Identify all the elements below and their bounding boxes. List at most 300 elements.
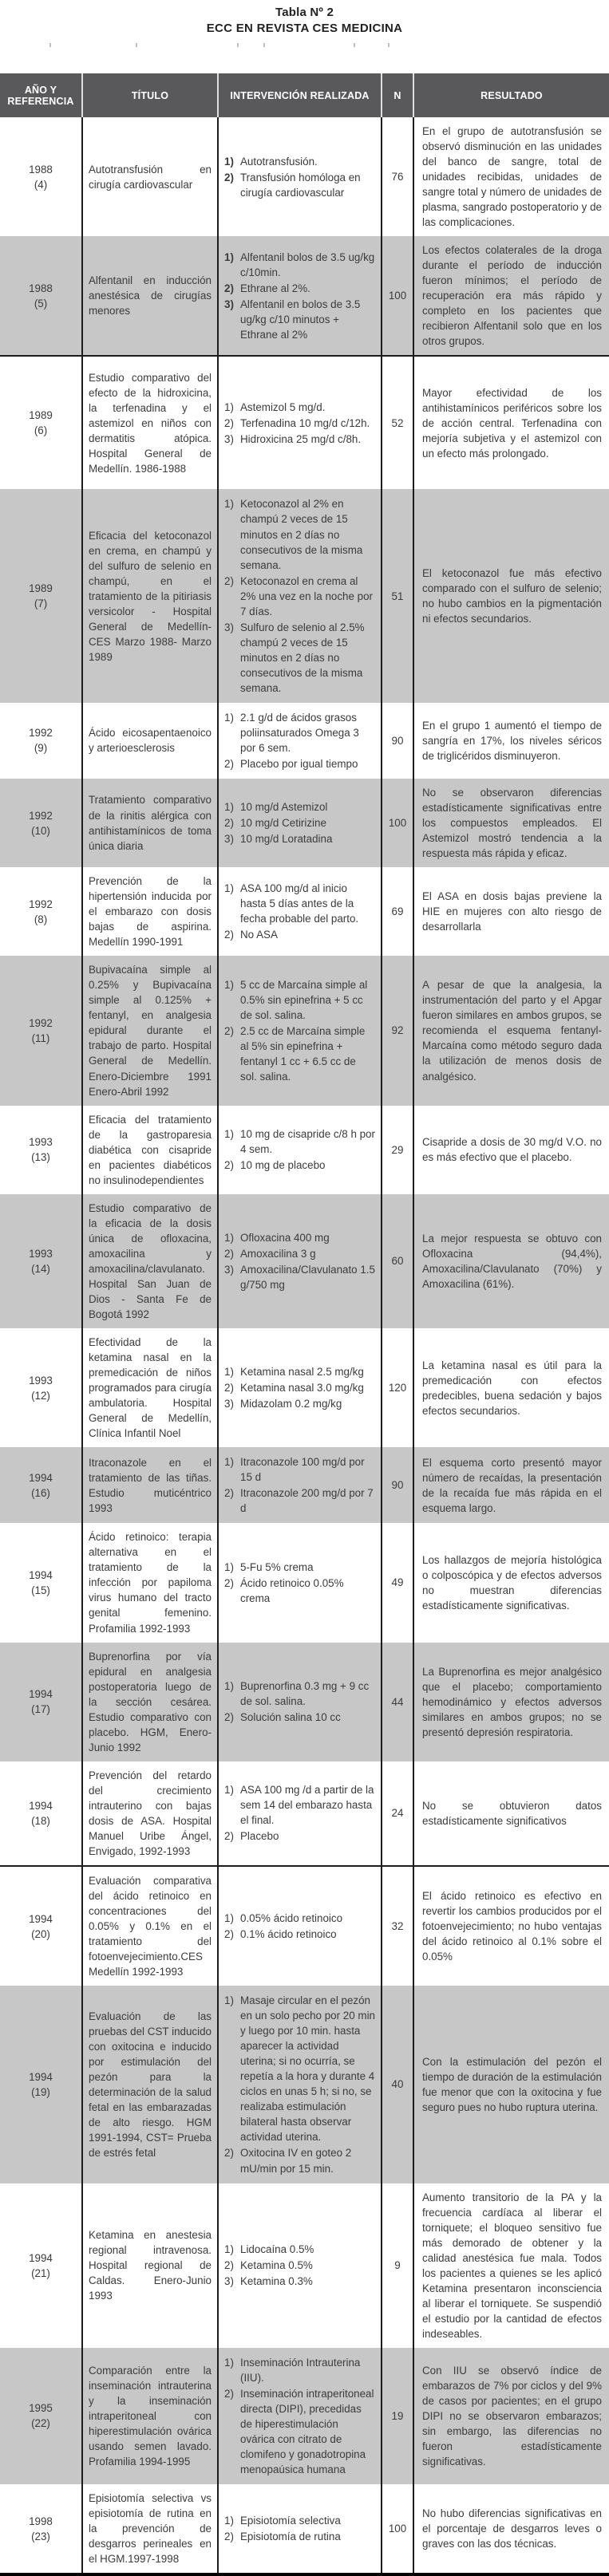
result-cell: La mejor respuesta se obtuvo con Ofloxacina (94,4%), Amoxacilina/Clavulanato (70%) y Amoxacilina (61%).: [413, 1194, 609, 1328]
study-year: 1998: [29, 2515, 53, 2527]
table-row: [0, 117, 609, 236]
intervention-text: Episiotomía de rutina: [240, 2531, 341, 2543]
study-year: 1992: [29, 897, 53, 910]
study-year: 1993: [29, 1374, 53, 1387]
study-year: 1994: [29, 1799, 53, 1812]
interventions-cell: [217, 1523, 381, 1642]
interventions-list: [224, 1678, 375, 1726]
study-reference: (4): [34, 178, 48, 191]
table-row: [0, 779, 609, 867]
study-title-cell: Eficacia del tratamiento de la gastroparesia diabética con cisapride en pacientes diabéticos no insulinodependientes: [81, 1106, 217, 1194]
year-ref-cell: [0, 236, 81, 355]
intervention-text: Inseminación intraperitoneal directa (DIPI), precedidas de hiperestimulación ovárica con citrato de clomifeno y gonadotropina menopaúsica humana: [240, 2387, 374, 2476]
interventions-list: [224, 153, 375, 201]
header-titulo: TÍTULO: [81, 73, 217, 117]
intervention-item: [224, 1911, 375, 1926]
sample-size-cell: 9: [381, 2183, 413, 2348]
ecc-table: [0, 73, 609, 2576]
intervention-number: 1): [224, 1680, 234, 1693]
table-title: ECC EN REVISTA CES MEDICINA: [206, 22, 403, 35]
intervention-item: [224, 2355, 375, 2385]
table-row: [0, 2183, 609, 2348]
intervention-text: 10 mg/d Cetirizine: [240, 817, 326, 830]
study-reference: (5): [34, 297, 48, 310]
year-ref-cell: [0, 2348, 81, 2484]
intervention-text: Transfusión homóloga en cirugía cardiovascular: [240, 171, 361, 199]
intervention-item: [224, 1126, 375, 1157]
study-year: 1994: [29, 1568, 53, 1581]
document-title-block: [0, 0, 609, 35]
intervention-item: [224, 2242, 375, 2257]
table-header-row: [0, 73, 609, 117]
interventions-cell: [217, 703, 381, 779]
sample-size-cell: 51: [381, 489, 413, 702]
study-year: 1994: [29, 1688, 53, 1701]
study-reference: (10): [31, 824, 50, 837]
sample-size-cell: 19: [381, 2348, 413, 2484]
intervention-item: [224, 281, 375, 296]
intervention-text: Hidroxicina 25 mg/d c/8h.: [240, 432, 362, 445]
study-year: 1992: [29, 1016, 53, 1029]
intervention-text: Amoxacilina/Clavulanato 1.5 g/750 mg: [240, 1263, 375, 1291]
intervention-number: 2): [224, 416, 234, 429]
year-ref-cell: [0, 117, 81, 236]
interventions-list: [224, 399, 375, 448]
intervention-item: [224, 1024, 375, 1084]
year-ref-cell: [0, 489, 81, 702]
intervention-item: [224, 1364, 375, 1379]
result-cell: El ASA en dosis bajas previene la HIE en mujeres con alto riesgo de desarrollarla: [413, 867, 609, 956]
intervention-text: Solución salina 10 cc: [240, 1711, 341, 1724]
study-reference: (11): [31, 1032, 50, 1044]
intervention-item: [224, 2529, 375, 2544]
intervention-text: ASA 100 mg /d a partir de la sem 14 del embarazo hasta el final.: [240, 1784, 374, 1827]
sample-size-cell: 49: [381, 1523, 413, 1642]
result-cell: No se observaron diferencias estadísticamente significativas entre los compuestos empleados. El Astemizol mostró tendencia a la respuesta más rápida y eficaz.: [413, 779, 609, 867]
interventions-list: [224, 2354, 375, 2478]
intervention-item: [224, 1454, 375, 1485]
study-year: 1994: [29, 1912, 53, 1925]
intervention-number: 2): [224, 1928, 234, 1941]
intervention-text: Ethrane al 2%.: [240, 282, 310, 294]
intervention-item: [224, 574, 375, 619]
intervention-number: 3): [224, 833, 234, 846]
year-ref-cell: [0, 1867, 81, 1986]
intervention-number: 2): [224, 2387, 234, 2400]
result-cell: El esquema corto presentó mayor número de recaídas, la presentación de la recaída fue más rápida en el esquema largo.: [413, 1447, 609, 1523]
interventions-cell: [217, 236, 381, 355]
intervention-item: [224, 297, 375, 342]
intervention-item: [224, 799, 375, 815]
intervention-text: Oxitocina IV en goteo 2 mU/min por 15 min.: [240, 2147, 352, 2175]
table-number: Tabla Nº 2: [275, 6, 334, 19]
intervention-item: [224, 1576, 375, 1606]
interventions-cell: [217, 357, 381, 489]
intervention-text: Ketamina 0.3%: [240, 2275, 313, 2288]
header-intervencion: INTERVENCIÓN REALIZADA: [217, 73, 381, 117]
intervention-item: [224, 170, 375, 200]
intervention-text: 2.1 g/d de ácidos grasos poliinsaturados Omega 3 por 6 sem.: [240, 711, 359, 754]
intervention-text: Ofloxacina 400 mg: [240, 1231, 330, 1244]
intervention-number: 2): [224, 1711, 234, 1724]
sample-size-cell: 69: [381, 867, 413, 956]
sample-size-cell: 90: [381, 703, 413, 779]
interventions-cell: [217, 2183, 381, 2348]
year-ref-cell: [0, 1643, 81, 1761]
table-row: [0, 1447, 609, 1523]
intervention-item: [224, 496, 375, 572]
intervention-number: 3): [224, 432, 234, 445]
intervention-number: 2): [224, 282, 234, 294]
intervention-item: [224, 1710, 375, 1725]
interventions-cell: [217, 1194, 381, 1328]
result-cell: Aumento transitorio de la PA y la frecuencia cardíaca al liberar el torniquete; el bloqueo sensitivo fue más demorado de obtener y la calidad anestésica fue mala. Todos los pacientes a quienes se les aplicó Ketamina presentaron inconsciencia al liberar el torniquete. Se suspendió el estudio por la cantidad de efectos indeseables.: [413, 2183, 609, 2348]
study-year: 1994: [29, 1471, 53, 1484]
intervention-item: [224, 2145, 375, 2176]
interventions-list: [224, 1454, 375, 1517]
interventions-list: [224, 1126, 375, 1174]
result-cell: La ketamina nasal es útil para la premedicación con efectos predecibles, buena sedación y bajos efectos secundarios.: [413, 1328, 609, 1447]
interventions-list: [224, 1781, 375, 1844]
study-title-cell: Itraconazole en el tratamiento de las tiñas. Estudio muticéntrico 1993: [81, 1447, 217, 1523]
intervention-text: 10 mg de placebo: [240, 1159, 326, 1172]
intervention-number: 3): [224, 621, 234, 633]
study-title-cell: Evaluación de las pruebas del CST inducido con oxitocina e inducido por estimulación del pezón para la determinación de la salud fetal en las embarazadas de alto riesgo. HGM 1991-1994, CST= Prueba de estrés fetal: [81, 1986, 217, 2183]
year-ref-cell: [0, 779, 81, 867]
intervention-item: [224, 154, 375, 169]
study-title-cell: Efectividad de la ketamina nasal en la premedicación de niños programados para cirugía ambulatoria. Hospital General de Medellín, Clínica Infantil Noel: [81, 1328, 217, 1447]
table-row: [0, 867, 609, 956]
intervention-text: 2.5 cc de Marcaína simple al 5% sin epinefrina + fentanyl 1 cc + 6.5 cc de sol. salina.: [240, 1024, 366, 1083]
interventions-cell: [217, 1986, 381, 2183]
intervention-item: [224, 1485, 375, 1516]
study-title-cell: Evaluación comparativa del ácido retinoico en concentraciones del 0.05% y 0.1% en el tratamiento del fotoenvejecimiento.CES Medellín 1992-1993: [81, 1867, 217, 1986]
table-row: [0, 1761, 609, 1867]
intervention-text: Episiotomía selectiva: [240, 2515, 341, 2527]
year-ref-cell: [0, 2183, 81, 2348]
sample-size-cell: 100: [381, 2484, 413, 2573]
study-reference: (8): [34, 913, 48, 925]
intervention-text: No ASA: [240, 929, 278, 941]
interventions-list: [224, 1559, 375, 1607]
result-cell: En el grupo de autotransfusión se observó disminución en las unidades del banco de sangre, total de unidades recibidas, unidades de sangre total y número de unidades de plasma, sangrado postoperatorio y de las complicaciones.: [413, 117, 609, 236]
intervention-item: [224, 1230, 375, 1245]
study-reference: (13): [31, 1151, 50, 1164]
intervention-item: [224, 1828, 375, 1844]
intervention-number: 3): [224, 2275, 234, 2288]
intervention-number: 1): [224, 1994, 234, 2007]
intervention-item: [224, 400, 375, 415]
study-title-cell: Ácido retinoico: terapia alternativa en el tratamiento de la infección por papiloma virus humano del tracto genital femenino. Profamilia 1992-1993: [81, 1523, 217, 1642]
table-row: [0, 1106, 609, 1194]
intervention-item: [224, 1560, 375, 1575]
year-ref-cell: [0, 867, 81, 956]
table-row: [0, 703, 609, 779]
result-cell: No se obtuvieron datos estadísticamente significativos: [413, 1761, 609, 1865]
study-title-cell: Episiotomía selectiva vs episiotomía de rutina en la prevención de desgarros perineales en el HGM.1997-1998: [81, 2484, 217, 2573]
intervention-text: 5-Fu 5% crema: [240, 1560, 314, 1573]
study-title-cell: Estudio comparativo de la eficacia de la dosis única de ofloxacina, amoxacilina y amoxacilina/clavulanato. Hospital San Juan de Dios - Santa Fe de Bogotá 1992: [81, 1194, 217, 1328]
intervention-item: [224, 1927, 375, 1942]
intervention-number: 3): [224, 1398, 234, 1410]
intervention-number: 2): [224, 2259, 234, 2272]
result-cell: Cisapride a dosis de 30 mg/d V.O. no es más efectivo que el placebo.: [413, 1106, 609, 1194]
intervention-item: [224, 1262, 375, 1292]
scan-artifact-ticks: [0, 35, 609, 73]
study-reference: (21): [31, 2266, 50, 2279]
year-ref-cell: [0, 2484, 81, 2573]
interventions-cell: [217, 779, 381, 867]
study-reference: (9): [34, 742, 48, 755]
study-year: 1988: [29, 282, 53, 294]
table-row: [0, 489, 609, 702]
result-cell: Mayor efectividad de los antihistamínicos periféricos sobre los de acción central. Terfenadina con mejoría subjetiva y el astemizol con un efecto más prolongado.: [413, 357, 609, 489]
intervention-text: Itraconazole 200 mg/d por 7 d: [240, 1487, 374, 1515]
intervention-item: [224, 1993, 375, 2144]
intervention-number: 2): [224, 574, 234, 587]
intervention-number: 1): [224, 882, 234, 895]
intervention-number: 1): [224, 250, 234, 263]
header-resultado: RESULTADO: [413, 73, 609, 117]
intervention-item: [224, 250, 375, 280]
interventions-cell: [217, 2348, 381, 2484]
intervention-text: Sulfuro de selenio al 2.5% champú 2 veces de 15 minutos en 2 días no consecutivos de la misma semana.: [240, 621, 365, 694]
study-title-cell: Eficacia del ketoconazol en crema, en champú y del sulfuro de selenio en champú, en el tratamiento de la pitiriasis versicolor - Hospital General de Medellín- CES Marzo 1988- Marzo 1989: [81, 489, 217, 702]
intervention-number: 1): [224, 498, 234, 511]
interventions-list: [224, 976, 375, 1085]
intervention-item: [224, 2513, 375, 2528]
sample-size-cell: 100: [381, 236, 413, 355]
intervention-text: 0.1% ácido retinoico: [240, 1928, 337, 1941]
study-title-cell: Ketamina en anestesia regional intravenosa. Hospital regional de Caldas. Enero-Junio 1993: [81, 2183, 217, 2348]
intervention-text: ASA 100 mg/d al inicio hasta 5 días antes de la fecha probable del parto.: [240, 882, 359, 925]
study-title-cell: Alfentanil en inducción anestésica de cirugías menores: [81, 236, 217, 355]
sample-size-cell: 100: [381, 779, 413, 867]
interventions-list: [224, 249, 375, 343]
result-cell: No hubo diferencias significativas en el porcentaje de desgarros leves o graves con las dos técnicas.: [413, 2484, 609, 2573]
intervention-item: [224, 1380, 375, 1395]
intervention-text: Ketamina nasal 3.0 mg/kg: [240, 1382, 364, 1395]
result-cell: Con IIU se observó índice de embarazos de 7% por ciclos y del 9% de casos por pacientes; en el grupo DIPI no se observaron embarazos; sin embargo, las diferencias no fueron estadísticamente significativas.: [413, 2348, 609, 2484]
year-ref-cell: [0, 1761, 81, 1865]
intervention-text: Autotransfusión.: [240, 155, 318, 168]
table-row: [0, 956, 609, 1105]
sample-size-cell: 52: [381, 357, 413, 489]
intervention-text: Ketamina nasal 2.5 mg/kg: [240, 1366, 364, 1379]
study-reference: (15): [31, 1584, 50, 1596]
intervention-number: 2): [224, 1024, 234, 1037]
study-year: 1989: [29, 582, 53, 595]
intervention-text: Ketoconazol al 2% en champú 2 veces de 15 minutos en 2 días no consecutivos de la misma semana.: [240, 498, 363, 571]
study-reference: (14): [31, 1262, 50, 1275]
intervention-item: [224, 1396, 375, 1411]
intervention-item: [224, 1246, 375, 1261]
result-cell: La Buprenorfina es mejor analgésico que el placebo; comportamiento hemodinámico y efectos adversos similares en ambos grupos; no se presentó depresión respiratoria.: [413, 1643, 609, 1761]
intervention-item: [224, 432, 375, 447]
study-reference: (7): [34, 598, 48, 610]
intervention-number: 1): [224, 1128, 234, 1141]
intervention-item: [224, 927, 375, 942]
result-cell: Los hallazgos de mejoría histológica o colposcópica y de efectos adversos no muestran diferencias estadísticamente significativas.: [413, 1523, 609, 1642]
intervention-text: Alfentanil en bolos de 3.5 ug/kg c/10 minutos + Ethrane al 2%: [240, 298, 361, 341]
study-reference: (22): [31, 2417, 50, 2430]
intervention-text: Alfentanil bolos de 3.5 ug/kg c/10min.: [240, 250, 375, 278]
result-cell: El ketoconazol fue más efectivo comparado con el sulfuro de selenio; no hubo cambios en la pigmentación ni efectos secundarios.: [413, 489, 609, 702]
intervention-number: 2): [224, 1576, 234, 1589]
study-year: 1992: [29, 727, 53, 740]
interventions-cell: [217, 956, 381, 1105]
intervention-item: [224, 620, 375, 696]
intervention-item: [224, 831, 375, 846]
sample-size-cell: 76: [381, 117, 413, 236]
result-cell: A pesar de que la analgesia, la instrumentación del parto y el Apgar fueron similares en ambos grupos, se recomienda el esquema fentanyl-Marcaína como método seguro dada la utilización de menos dosis de analgésico.: [413, 956, 609, 1105]
study-title-cell: Prevención de la hipertensión inducida por el embarazo con dosis bajas de aspirina. Medellín 1990-1991: [81, 867, 217, 956]
sample-size-cell: 40: [381, 1986, 413, 2183]
year-ref-cell: [0, 1194, 81, 1328]
year-ref-cell: [0, 357, 81, 489]
intervention-text: Placebo por igual tiempo: [240, 757, 358, 770]
study-title-cell: Autotransfusión en cirugía cardiovascular: [81, 117, 217, 236]
intervention-number: 3): [224, 298, 234, 310]
table-row: [0, 1867, 609, 1986]
intervention-number: 1): [224, 2356, 234, 2369]
intervention-item: [224, 2258, 375, 2273]
study-year: 1995: [29, 2402, 53, 2415]
intervention-item: [224, 881, 375, 926]
sample-size-cell: 90: [381, 1447, 413, 1523]
intervention-number: 1): [224, 1231, 234, 1244]
year-ref-cell: [0, 956, 81, 1105]
intervention-number: 2): [224, 1487, 234, 1500]
intervention-number: 2): [224, 171, 234, 183]
interventions-list: [224, 1992, 375, 2176]
header-n: N: [381, 73, 413, 117]
interventions-cell: [217, 867, 381, 956]
study-reference: (23): [31, 2530, 50, 2542]
intervention-number: 2): [224, 1159, 234, 1172]
interventions-cell: [217, 489, 381, 702]
intervention-item: [224, 416, 375, 431]
intervention-text: Masaje circular en el pezón en un solo pecho por 20 min y luego por 10 min. hasta aparecer la actividad uterina; si no ocurría, se repetía a la hora y durante 4 ciclos en unas 5 h; si no, se realizaba estimulación bilateral hasta observar actividad uterina.: [240, 1994, 375, 2144]
intervention-item: [224, 2274, 375, 2289]
study-year: 1988: [29, 163, 53, 176]
intervention-text: 10 mg/d Astemizol: [240, 801, 328, 813]
interventions-cell: [217, 1328, 381, 1447]
intervention-number: 2): [224, 929, 234, 941]
intervention-text: 5 cc de Marcaína simple al 0.5% sin epinefrina + 5 cc de sol. salina.: [240, 978, 368, 1021]
study-reference: (6): [34, 424, 48, 437]
intervention-number: 1): [224, 1366, 234, 1379]
intervention-item: [224, 710, 375, 755]
year-ref-cell: [0, 1986, 81, 2183]
intervention-text: Inseminación Intrauterina (IIU).: [240, 2356, 361, 2384]
result-cell: Con la estimulación del pezón el tiempo de duración de la estimulación fue menor que con la oxitocina y fue seguro pues no hubo ruptura uterina.: [413, 1986, 609, 2183]
study-title-cell: Bupivacaína simple al 0.25% y Bupivacaína simple al 0.125% + fentanyl, en analgesia epidural durante el trabajo de parto. Hospital General de Medellín. Enero-Diciembre 1991 Enero-Abril 1992: [81, 956, 217, 1105]
study-year: 1993: [29, 1136, 53, 1149]
intervention-number: 1): [224, 1560, 234, 1573]
result-cell: En el grupo 1 aumentó el tiempo de sangría en 17%, los niveles séricos de triglicéridos disminuyeron.: [413, 703, 609, 779]
interventions-list: [224, 1363, 375, 1412]
intervention-text: 10 mg de cisapride c/8 h por 4 sem.: [240, 1128, 375, 1156]
table-row: [0, 2348, 609, 2484]
intervention-number: 1): [224, 2243, 234, 2256]
intervention-text: Amoxacilina 3 g: [240, 1247, 316, 1260]
intervention-text: Placebo: [240, 1830, 279, 1843]
year-ref-cell: [0, 1523, 81, 1642]
interventions-cell: [217, 1867, 381, 1986]
intervention-number: 1): [224, 1912, 234, 1925]
intervention-item: [224, 815, 375, 830]
intervention-number: 2): [224, 1247, 234, 1260]
table-row: [0, 357, 609, 489]
study-reference: (17): [31, 1703, 50, 1716]
table-row: [0, 1986, 609, 2183]
intervention-text: Lidocaína 0.5%: [240, 2243, 314, 2256]
study-title-cell: Ácido eicosapentaenoico y arterioesclerosis: [81, 703, 217, 779]
intervention-number: 2): [224, 2147, 234, 2160]
header-year-reference: AÑO Y REFERENCIA: [7, 84, 74, 107]
intervention-item: [224, 1782, 375, 1828]
intervention-number: 1): [224, 1784, 234, 1797]
intervention-text: Astemizol 5 mg/d.: [240, 400, 326, 413]
study-reference: (20): [31, 1927, 50, 1940]
intervention-number: 1): [224, 711, 234, 724]
study-reference: (16): [31, 1486, 50, 1499]
sample-size-cell: 120: [381, 1328, 413, 1447]
study-year: 1989: [29, 409, 53, 422]
intervention-number: 2): [224, 1830, 234, 1843]
result-cell: El ácido retinoico es efectivo en revertir los cambios producidos por el fotoenvejecimiento; no hubo ventajas del ácido retinoico al 0.1% sobre el 0.05%: [413, 1867, 609, 1986]
interventions-cell: [217, 2484, 381, 2573]
study-reference: (19): [31, 2085, 50, 2098]
intervention-number: 2): [224, 1382, 234, 1395]
interventions-cell: [217, 1106, 381, 1194]
intervention-text: Itraconazole 100 mg/d por 15 d: [240, 1456, 365, 1484]
intervention-number: 2): [224, 2531, 234, 2543]
intervention-number: 1): [224, 1456, 234, 1469]
sample-size-cell: 60: [381, 1194, 413, 1328]
intervention-text: 10 mg/d Loratadina: [240, 833, 333, 846]
study-title-cell: Buprenorfina por vía epidural en analgesia postoperatoria luego de la sección cesárea. Estudio comparativo con placebo. HGM, Enero-Junio 1992: [81, 1643, 217, 1761]
interventions-cell: [217, 1643, 381, 1761]
intervention-text: Ácido retinoico 0.05% crema: [240, 1576, 344, 1604]
intervention-text: Ketamina 0.5%: [240, 2259, 313, 2272]
intervention-number: 2): [224, 817, 234, 830]
interventions-list: [224, 2512, 375, 2545]
interventions-list: [224, 1910, 375, 1943]
interventions-cell: [217, 1761, 381, 1865]
intervention-number: 1): [224, 2515, 234, 2527]
sample-size-cell: 24: [381, 1761, 413, 1865]
sample-size-cell: 32: [381, 1867, 413, 1986]
table-row: [0, 1328, 609, 1447]
interventions-list: [224, 2241, 375, 2290]
intervention-text: Ketoconazol en crema al 2% una vez en la noche por 7 días.: [240, 574, 374, 617]
study-year: 1992: [29, 809, 53, 822]
table-row: [0, 1523, 609, 1642]
intervention-number: 1): [224, 801, 234, 813]
intervention-item: [224, 756, 375, 771]
study-title-cell: Tratamiento comparativo de la rinitis alérgica con antihistamínicos de toma única diaria: [81, 779, 217, 867]
sample-size-cell: 29: [381, 1106, 413, 1194]
study-reference: (12): [31, 1389, 50, 1402]
year-ref-cell: [0, 1106, 81, 1194]
intervention-item: [224, 1679, 375, 1709]
interventions-list: [224, 1229, 375, 1293]
intervention-text: Terfenadina 10 mg/d c/12h.: [240, 416, 370, 429]
intervention-text: Midazolam 0.2 mg/kg: [240, 1398, 342, 1410]
intervention-number: 2): [224, 757, 234, 770]
